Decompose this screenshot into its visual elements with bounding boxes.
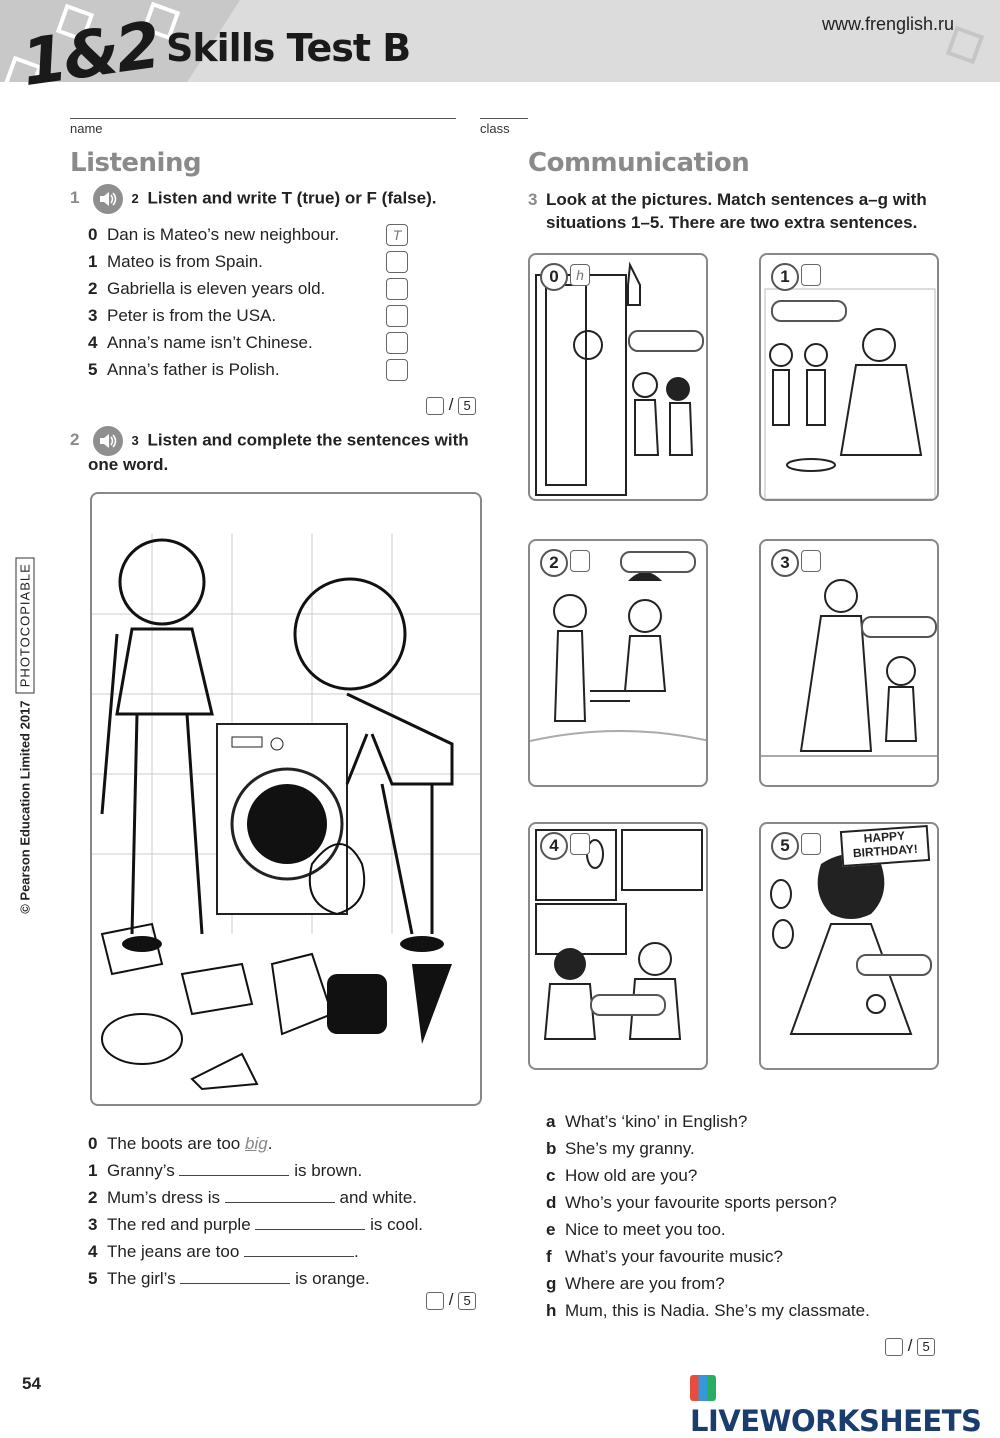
- picture-answer-box[interactable]: [801, 550, 821, 572]
- item-number: 0: [88, 225, 98, 244]
- task1-item: [88, 358, 280, 382]
- situation-scene-image: [530, 255, 706, 499]
- task1-item: [88, 277, 325, 301]
- communication-heading: Communication: [528, 148, 750, 178]
- item-text-before: Granny’s: [107, 1161, 175, 1180]
- item-number: 2: [88, 279, 98, 298]
- item-number: 0: [88, 1134, 98, 1153]
- sentence-text: What’s ‘kino’ in English?: [565, 1112, 748, 1131]
- listening-heading: Listening: [70, 148, 202, 178]
- item-text-after: is orange.: [295, 1269, 370, 1288]
- photocopiable-label: PHOTOCOPIABLE: [16, 557, 35, 693]
- name-label: name: [70, 121, 103, 136]
- sentence-option-b: [546, 1137, 695, 1161]
- answer-blank[interactable]: [255, 1213, 365, 1230]
- item-number: 3: [88, 1215, 98, 1234]
- class-label: class: [480, 121, 510, 136]
- item-text-before: The red and purple: [107, 1215, 251, 1234]
- picture-number: 0: [540, 263, 568, 291]
- sentence-letter: c: [546, 1166, 556, 1185]
- liveworksheets-logo[interactable]: [690, 1370, 1000, 1438]
- situation-picture-4: [528, 822, 708, 1070]
- name-line[interactable]: [70, 118, 456, 119]
- item-number: 4: [88, 333, 98, 352]
- task2-text-line1: Listen and complete the sentences with: [147, 430, 469, 450]
- task2-item: [88, 1159, 362, 1183]
- picture-answer-box[interactable]: [570, 833, 590, 855]
- item-text: Dan is Mateo’s new neighbour.: [107, 225, 340, 244]
- situation-scene-image: [530, 824, 706, 1068]
- item-text-before: The girl’s: [107, 1269, 176, 1288]
- item-number: 5: [88, 1269, 98, 1288]
- class-line[interactable]: [480, 118, 528, 119]
- task2-text-line2: one word.: [88, 455, 169, 474]
- sentence-option-f: [546, 1245, 783, 1269]
- task1-text: Listen and write T (true) or F (false).: [147, 188, 437, 208]
- item-text-before: Mum’s dress is: [107, 1188, 221, 1207]
- audio-speaker-icon[interactable]: [93, 426, 123, 456]
- picture-answer-box[interactable]: [570, 550, 590, 572]
- task1-item: [88, 304, 276, 328]
- liveworksheets-icon: [690, 1375, 716, 1401]
- sentence-text: Where are you from?: [565, 1274, 725, 1293]
- sentence-text: She’s my granny.: [565, 1139, 695, 1158]
- page-title: Skills Test B: [166, 26, 411, 70]
- item-text: Peter is from the USA.: [107, 306, 277, 325]
- item-number: 2: [88, 1188, 98, 1207]
- website-url: www.frenglish.ru: [822, 14, 955, 34]
- picture-number: 2: [540, 549, 568, 577]
- score-input[interactable]: [426, 397, 444, 415]
- sentence-letter: e: [546, 1220, 556, 1239]
- situation-picture-5: [759, 822, 939, 1070]
- speech-bubble: [590, 994, 666, 1016]
- answer-blank[interactable]: [244, 1240, 354, 1257]
- unit-number: 1&2: [17, 8, 163, 102]
- item-text: Gabriella is eleven years old.: [107, 279, 326, 298]
- item-text-after: is cool.: [370, 1215, 424, 1234]
- situation-picture-2: [528, 539, 708, 787]
- picture-answer-box[interactable]: h: [570, 264, 590, 286]
- situation-scene-image: [530, 541, 706, 785]
- sentence-option-a: [546, 1110, 747, 1134]
- task2-item: [88, 1132, 272, 1156]
- sentence-letter: h: [546, 1301, 557, 1320]
- score-input[interactable]: [885, 1338, 903, 1356]
- picture-number: 1: [771, 263, 799, 291]
- situation-scene-image: [761, 255, 937, 499]
- page-number: 54: [22, 1374, 41, 1393]
- brand-text: LIVEWORKSHEETS: [690, 1404, 982, 1438]
- task1-number: 1: [70, 188, 80, 208]
- score-total: 5: [917, 1338, 935, 1356]
- task3-score: / 5: [885, 1336, 935, 1356]
- sentence-letter: g: [546, 1274, 557, 1293]
- audio-speaker-icon[interactable]: [93, 184, 123, 214]
- side-copyright: [10, 548, 36, 928]
- sentence-letter: f: [546, 1247, 552, 1266]
- task1-track: 2: [131, 191, 139, 207]
- item-text-before: The boots are too: [107, 1134, 241, 1153]
- example-answer: big: [245, 1134, 268, 1153]
- task2-instruction: [70, 426, 469, 456]
- score-input[interactable]: [426, 1292, 444, 1310]
- sentence-letter: a: [546, 1112, 556, 1131]
- task2-item: [88, 1240, 359, 1264]
- sentence-option-d: [546, 1191, 837, 1215]
- task3-text-line1: Look at the pictures. Match sentences a–g with: [546, 190, 927, 209]
- task2-track: 3: [131, 433, 139, 449]
- banner-line2: BIRTHDAY!: [852, 841, 919, 861]
- sentence-option-h: [546, 1299, 870, 1323]
- answer-blank[interactable]: [180, 1267, 290, 1284]
- banner-line1: HAPPY: [863, 828, 906, 846]
- task3-number: 3: [528, 190, 538, 209]
- laundry-scene-image: [92, 494, 480, 1104]
- item-text-after: .: [267, 1134, 273, 1153]
- task2-number: 2: [70, 430, 80, 450]
- true-false-answer-box[interactable]: [386, 278, 408, 300]
- picture-number: 3: [771, 549, 799, 577]
- item-number: 4: [88, 1242, 98, 1261]
- copyright-text: © Pearson Education Limited 2017: [17, 700, 33, 914]
- task2-item: [88, 1186, 417, 1210]
- answer-blank[interactable]: [225, 1186, 335, 1203]
- item-text: Mateo is from Spain.: [107, 252, 263, 271]
- sentence-option-g: [546, 1272, 725, 1296]
- task1-score: / 5: [426, 395, 476, 415]
- task3-instruction: [528, 188, 927, 212]
- score-total: 5: [458, 397, 476, 415]
- item-number: 1: [88, 252, 98, 271]
- item-number: 1: [88, 1161, 98, 1180]
- speech-bubble: [620, 551, 696, 573]
- item-text-before: The jeans are too: [107, 1242, 240, 1261]
- sentence-letter: b: [546, 1139, 557, 1158]
- sentence-text: Who’s your favourite sports person?: [565, 1193, 837, 1212]
- speech-bubble: [771, 300, 847, 322]
- sentence-text: What’s your favourite music?: [565, 1247, 783, 1266]
- picture-number: 4: [540, 832, 568, 860]
- true-false-answer-box[interactable]: [386, 251, 408, 273]
- task2-item: [88, 1213, 423, 1237]
- sentence-text: Nice to meet you too.: [565, 1220, 726, 1239]
- sentence-letter: d: [546, 1193, 557, 1212]
- item-text-after: .: [354, 1242, 359, 1261]
- true-false-answer-box[interactable]: [386, 305, 408, 327]
- laundry-illustration: [90, 492, 482, 1106]
- true-false-answer-box[interactable]: [386, 359, 408, 381]
- birthday-banner: [840, 825, 930, 867]
- sentence-option-e: [546, 1218, 726, 1242]
- task1-item: [88, 250, 263, 274]
- picture-answer-box[interactable]: [801, 264, 821, 286]
- situation-picture-0: [528, 253, 708, 501]
- sentence-text: How old are you?: [565, 1166, 698, 1185]
- sentence-text: Mum, this is Nadia. She’s my classmate.: [565, 1301, 870, 1320]
- situation-picture-1: [759, 253, 939, 501]
- speech-bubble: [856, 954, 932, 976]
- task1-instruction: [70, 184, 436, 214]
- picture-number: 5: [771, 832, 799, 860]
- score-total: 5: [458, 1292, 476, 1310]
- true-false-answer-box[interactable]: T: [386, 224, 408, 246]
- speech-bubble: [861, 616, 937, 638]
- task1-item: [88, 331, 313, 355]
- situation-scene-image: [761, 541, 937, 785]
- true-false-answer-box[interactable]: [386, 332, 408, 354]
- task2-score: / 5: [426, 1290, 476, 1310]
- speech-bubble: [628, 330, 704, 352]
- item-text: Anna’s name isn’t Chinese.: [107, 333, 313, 352]
- item-text-after: and white.: [339, 1188, 418, 1207]
- task3-text-line2: situations 1–5. There are two extra sentences.: [546, 213, 918, 232]
- item-text-after: is brown.: [294, 1161, 363, 1180]
- picture-answer-box[interactable]: [801, 833, 821, 855]
- item-number: 5: [88, 360, 98, 379]
- answer-blank[interactable]: [179, 1159, 289, 1176]
- situation-picture-3: [759, 539, 939, 787]
- task1-item: [88, 223, 339, 247]
- sentence-option-c: [546, 1164, 697, 1188]
- task2-item: [88, 1267, 370, 1291]
- item-number: 3: [88, 306, 98, 325]
- item-text: Anna’s father is Polish.: [107, 360, 280, 379]
